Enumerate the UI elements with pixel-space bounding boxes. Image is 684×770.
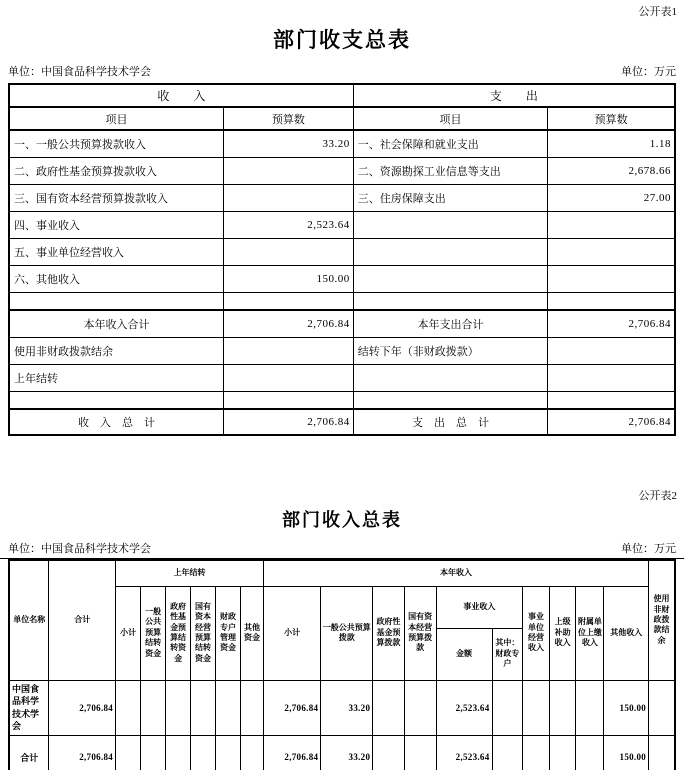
carryover-gov-fund-cell	[166, 680, 191, 735]
operating-income-cell	[523, 735, 550, 770]
business-fiscal-cell	[492, 680, 523, 735]
superior-subsidy-cell	[549, 735, 576, 770]
table-row	[9, 265, 675, 292]
carryover-other-cell	[241, 735, 264, 770]
table-row	[9, 680, 675, 735]
carryover-general-public-header: 一般公共预算结转资金	[141, 586, 166, 680]
expense-section-header: 支 出	[353, 84, 675, 107]
income-item-cell: 一、一般公共预算拨款收入	[9, 130, 223, 157]
current-gov-fund-header: 政府性基金预算拨款	[373, 586, 404, 680]
income-summary-table	[8, 559, 676, 770]
income-total-label-cell: 收 入 总 计	[9, 409, 223, 435]
income-item-col-header: 项目	[9, 107, 223, 130]
current-state-capital-cell	[404, 735, 436, 770]
income-value-cell	[223, 292, 353, 310]
carryover-fiscal-account-cell	[216, 735, 241, 770]
table-row	[9, 409, 675, 435]
income-item-cell	[9, 391, 223, 409]
affiliate-income-cell	[576, 680, 604, 735]
current-gov-fund-cell	[373, 735, 404, 770]
business-amount-cell: 2,523.64	[436, 735, 492, 770]
superior-subsidy-cell	[549, 680, 576, 735]
current-subtotal-cell: 2,706.84	[264, 735, 321, 770]
current-general-public-cell: 33.20	[321, 735, 373, 770]
sheet1	[0, 6, 684, 436]
expense-value-cell: 27.00	[548, 184, 675, 211]
sheet2-tag: 公开表2	[638, 490, 677, 502]
income-value-cell	[223, 391, 353, 409]
income-subtotal-value-cell: 2,706.84	[223, 310, 353, 337]
sheet2	[0, 490, 684, 770]
expense-value-cell	[548, 364, 675, 391]
expense-item-cell	[353, 265, 547, 292]
carryover-group-header: 上年结转	[116, 560, 264, 586]
expense-value-cell	[548, 292, 675, 310]
business-fiscal-header: 其中：财政专户	[492, 628, 523, 680]
budget-summary-table	[8, 83, 676, 436]
table-row	[9, 560, 675, 586]
income-value-cell	[223, 337, 353, 364]
table-row	[9, 337, 675, 364]
table-row	[9, 364, 675, 391]
table-row	[9, 184, 675, 211]
superior-subsidy-header: 上级补助收入	[549, 586, 576, 680]
expense-item-cell	[353, 292, 547, 310]
total-cell: 2,706.84	[49, 680, 116, 735]
total-col-header: 合计	[49, 560, 116, 680]
sheet1-title: 部门收支总表	[273, 29, 411, 52]
expense-value-cell: 2,678.66	[548, 157, 675, 184]
business-amount-cell: 2,523.64	[436, 680, 492, 735]
business-income-group-header: 事业收入	[436, 586, 523, 628]
expense-item-cell	[353, 391, 547, 409]
current-general-public-cell: 33.20	[321, 680, 373, 735]
business-amount-header: 金额	[436, 628, 492, 680]
income-value-cell	[223, 238, 353, 265]
carryover-state-capital-cell	[191, 735, 216, 770]
expense-item-col-header: 项目	[353, 107, 547, 130]
carryover-state-capital-header: 国有资本经营预算结转资金	[191, 586, 216, 680]
other-income-header: 其他收入	[604, 586, 649, 680]
carryover-subtotal-cell	[116, 735, 141, 770]
income-item-cell: 四、事业收入	[9, 211, 223, 238]
total-cell: 2,706.84	[49, 735, 116, 770]
income-value-cell: 2,523.64	[223, 211, 353, 238]
table-row	[9, 107, 675, 130]
expense-item-cell: 二、资源勘探工业信息等支出	[353, 157, 547, 184]
expense-value-cell	[548, 265, 675, 292]
carryover-fiscal-account-header: 财政专户管理资金	[216, 586, 241, 680]
carryover-state-capital-cell	[191, 680, 216, 735]
table-row	[9, 84, 675, 107]
sheet2-unit-row	[0, 540, 684, 559]
income-subtotal-label-cell: 本年收入合计	[9, 310, 223, 337]
income-section-header: 收 入	[9, 84, 353, 107]
affiliate-income-cell	[576, 735, 604, 770]
carryover-gov-fund-header: 政府性基金预算结转资金	[166, 586, 191, 680]
income-item-cell: 三、国有资本经营预算拨款收入	[9, 184, 223, 211]
sheet1-unit-label: 单位：中国食品科学技术学会	[8, 66, 151, 78]
business-fiscal-cell	[492, 735, 523, 770]
operating-income-header: 事业单位经营收入	[523, 586, 550, 680]
expense-item-cell: 结转下年（非财政拨款）	[353, 337, 547, 364]
current-state-capital-header: 国有资本经营预算拨款	[404, 586, 436, 680]
income-total-value-cell: 2,706.84	[223, 409, 353, 435]
other-income-cell: 150.00	[604, 735, 649, 770]
expense-subtotal-label-cell: 本年支出合计	[353, 310, 547, 337]
income-item-cell: 二、政府性基金预算拨款收入	[9, 157, 223, 184]
expense-value-cell	[548, 391, 675, 409]
affiliate-income-header: 附属单位上缴收入	[576, 586, 604, 680]
unit-name-cell: 中国食品科学技术学会	[9, 680, 49, 735]
expense-item-cell	[353, 238, 547, 265]
expense-total-value-cell: 2,706.84	[548, 409, 675, 435]
income-item-cell: 使用非财政拨款结余	[9, 337, 223, 364]
carryover-general-public-cell	[141, 680, 166, 735]
sheet1-currency-label: 单位：万元	[621, 66, 676, 78]
non-fiscal-balance-cell	[649, 680, 675, 735]
current-year-group-header: 本年收入	[264, 560, 649, 586]
table-row	[9, 391, 675, 409]
unit-name-cell: 合计	[9, 735, 49, 770]
current-general-public-header: 一般公共预算拨款	[321, 586, 373, 680]
other-income-cell: 150.00	[604, 680, 649, 735]
expense-value-cell: 1.18	[548, 130, 675, 157]
carryover-other-cell	[241, 680, 264, 735]
income-item-cell: 五、事业单位经营收入	[9, 238, 223, 265]
non-fiscal-balance-col-header: 使用非财政拨款结余	[649, 560, 675, 680]
income-item-cell: 六、其他收入	[9, 265, 223, 292]
expense-value-cell	[548, 211, 675, 238]
table-row	[9, 157, 675, 184]
income-value-cell	[223, 157, 353, 184]
expense-total-label-cell: 支 出 总 计	[353, 409, 547, 435]
carryover-subtotal-cell	[116, 680, 141, 735]
current-state-capital-cell	[404, 680, 436, 735]
income-item-cell	[9, 292, 223, 310]
expense-item-cell	[353, 364, 547, 391]
sheet2-currency-label: 单位：万元	[621, 543, 676, 555]
table-row	[9, 238, 675, 265]
expense-value-cell	[548, 337, 675, 364]
income-budget-col-header: 预算数	[223, 107, 353, 130]
operating-income-cell	[523, 680, 550, 735]
table-row	[9, 130, 675, 157]
non-fiscal-balance-cell	[649, 735, 675, 770]
carryover-general-public-cell	[141, 735, 166, 770]
sheet1-unit-row	[0, 63, 684, 79]
unit-name-col-header: 单位名称	[9, 560, 49, 680]
table-row	[9, 735, 675, 770]
income-item-cell: 上年结转	[9, 364, 223, 391]
carryover-subtotal-header: 小计	[116, 586, 141, 680]
carryover-fiscal-account-cell	[216, 680, 241, 735]
income-value-cell	[223, 364, 353, 391]
expense-budget-col-header: 预算数	[548, 107, 675, 130]
sheet1-tag: 公开表1	[638, 6, 677, 18]
carryover-other-header: 其他资金	[241, 586, 264, 680]
table-row	[9, 292, 675, 310]
income-value-cell	[223, 184, 353, 211]
income-value-cell: 33.20	[223, 130, 353, 157]
carryover-gov-fund-cell	[166, 735, 191, 770]
expense-subtotal-value-cell: 2,706.84	[548, 310, 675, 337]
expense-item-cell: 三、住房保障支出	[353, 184, 547, 211]
expense-item-cell	[353, 211, 547, 238]
sheet2-title: 部门收入总表	[282, 510, 402, 530]
sheet2-unit-label: 单位：中国食品科学技术学会	[8, 543, 151, 555]
expense-item-cell: 一、社会保障和就业支出	[353, 130, 547, 157]
current-subtotal-header: 小计	[264, 586, 321, 680]
current-gov-fund-cell	[373, 680, 404, 735]
table-row	[9, 310, 675, 337]
income-value-cell: 150.00	[223, 265, 353, 292]
current-subtotal-cell: 2,706.84	[264, 680, 321, 735]
table-row	[9, 211, 675, 238]
expense-value-cell	[548, 238, 675, 265]
